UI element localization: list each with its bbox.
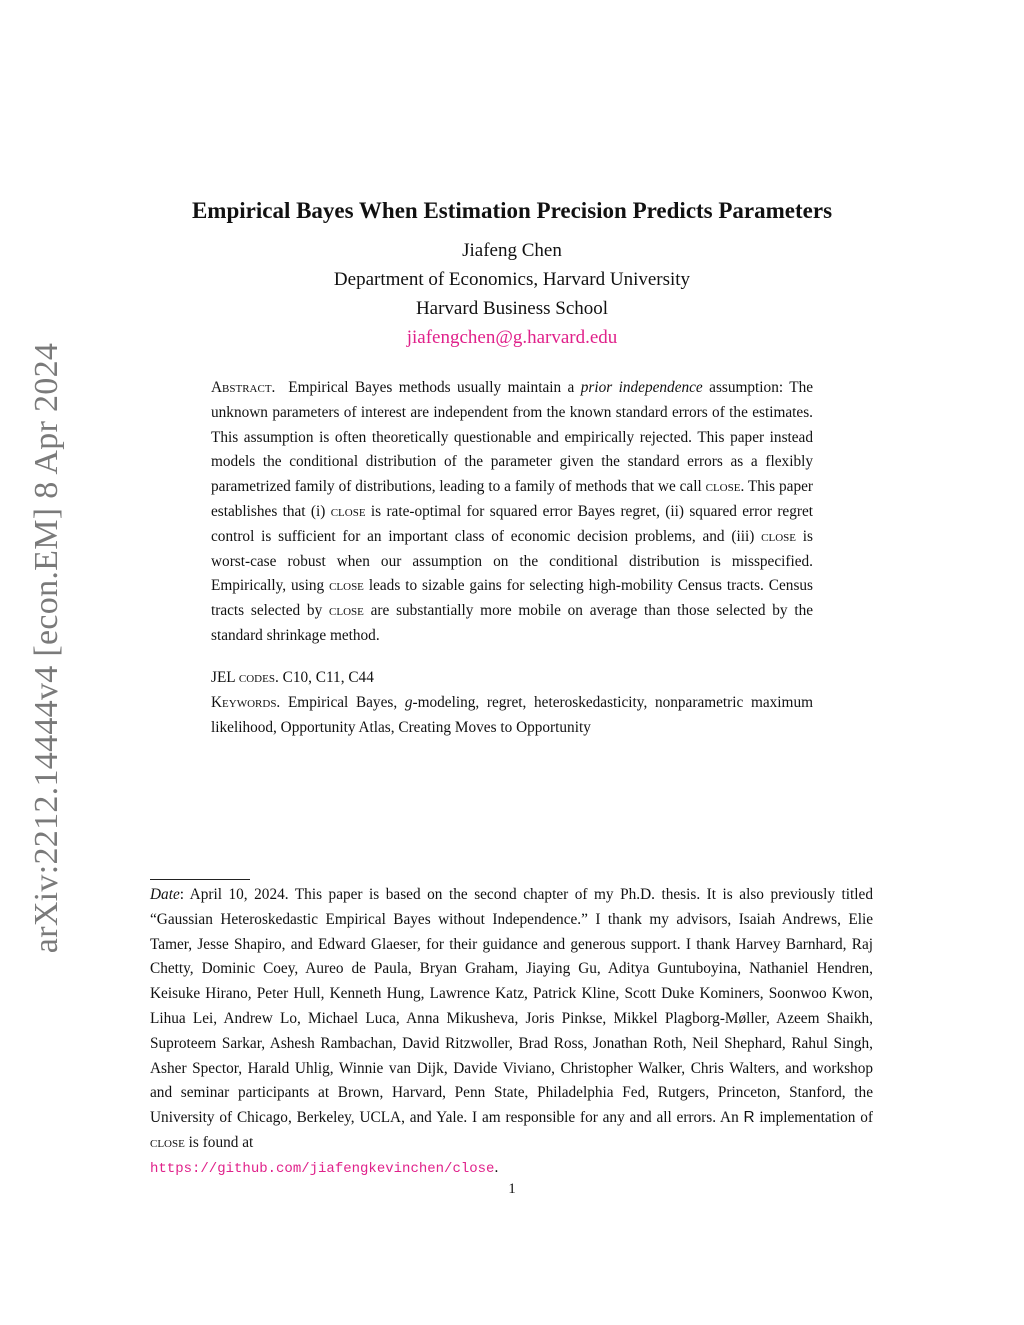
- footnote-divider: [150, 879, 250, 880]
- arxiv-sidebar-stamp: [20, 342, 74, 954]
- keywords-label: Keywords.: [211, 694, 281, 711]
- close-method-name: close: [329, 577, 364, 595]
- paper-title: Empirical Bayes When Estimation Precision Predicts Parameters: [191, 198, 833, 223]
- keywords-g-symbol: g: [404, 694, 413, 711]
- author-email-line: [0, 327, 1024, 349]
- footnote-text: implementation of: [754, 1109, 874, 1127]
- close-method-name: close: [330, 502, 366, 520]
- abstract: [211, 376, 813, 649]
- close-method-name: close: [705, 478, 741, 496]
- footnote-text: is found at: [184, 1133, 254, 1151]
- keywords-text: Empirical Bayes,: [287, 694, 405, 711]
- keywords: [211, 691, 813, 741]
- abstract-text: . This paper establishes that (i): [211, 478, 813, 520]
- abstract-text: is worst-case robust when our assumption on the conditional distribution is misspecified. Empirically, using: [211, 527, 814, 595]
- abstract-text: Empirical Bayes methods usually maintain a: [288, 379, 581, 396]
- jel-values: C10, C11, C44: [282, 669, 374, 686]
- page-number: 1: [508, 1181, 516, 1197]
- footnote-text: : April 10, 2024. This paper is based on the second chapter of my Ph.D. thesis. It is also previously titled “Gaussian Heteroskedastic Empirical Bayes without Independence.” I thank my advisors, Isaiah Andrews, Elie Tamer, Jesse Shapiro, and Edward Glaeser, for their guidance and generous support. I thank Harvey Barnhard, Raj Chetty, Dominic Coey, Aureo de Paula, Bryan Graham, Jiaying Gu, Aditya Guntuboyina, Nathaniel Hendren, Keisuke Hirano, Peter Hull, Kenneth Hung, Lawrence Katz, Patrick Kline, Scott Duke Kominers, Soonwoo Kwon, Lihua Lei, Andrew Lo, Michael Luca, Anna Mikusheva, Joris Pinkse, Mikkel Plagborg-Møller, Azeem Shaikh, Suproteem Sarkar, Ashesh Rambachan, David Ritzwoller, Brad Ross, Jonathan Roth, Neil Shephard, Rahul Singh, Asher Spector, Harald Uhlig, Winnie van Dijk, Davide Viviano, Christopher Walker, Chris Walters, and workshop and seminar participants at Brown, Harvard, Penn State, Philadelphia Fed, Rutgers, Princeton, Stanford, the University of Chicago, Berkeley, UCLA, and Yale. I am responsible for any and all errors. An: [150, 886, 873, 1127]
- footnote-text: .: [494, 1158, 499, 1176]
- abstract-text: is rate-optimal for squared error Bayes regret, (ii) squared error regret control is sufficient for an important class of economic decision problems, and (iii): [211, 502, 813, 545]
- jel-label: JEL codes.: [211, 669, 279, 686]
- close-method-name: close: [329, 602, 364, 620]
- abstract-text: leads to sizable gains for selecting high-mobility Census tracts. Census tracts selected by: [211, 577, 813, 620]
- close-method-name: close: [150, 1133, 185, 1151]
- github-link[interactable]: https://github.com/jiafengkevinchen/close: [150, 1160, 495, 1177]
- abstract-emphasis: prior independence: [580, 379, 703, 396]
- keywords-text: -modeling, regret, heteroskedasticity, nonparametric maximum likelihood, Opportunity Atlas, Creating Moves to Opportunity: [211, 694, 814, 736]
- r-language-name: R: [743, 1109, 755, 1127]
- affiliation-hbs: Harvard Business School: [415, 298, 609, 319]
- close-method-name: close: [761, 527, 796, 545]
- abstract-text: are substantially more mobile on average than those selected by the standard shrinkage method.: [211, 602, 814, 644]
- footnote: [150, 883, 873, 1182]
- author-email-link[interactable]: jiafengchen@g.harvard.edu: [406, 327, 618, 348]
- abstract-label: Abstract.: [211, 379, 276, 396]
- footnote-date-label: Date: [150, 886, 180, 903]
- abstract-text: assumption: The unknown parameters of interest are independent from the known standard errors of the estimates. This assumption is often theoretically questionable and empirically rejected. This paper instead models the conditional distribution of the parameter given the standard errors as a flexibly parametrized family of distributions, leading to a family of methods that we call: [211, 379, 814, 496]
- affiliation-economics: Department of Economics, Harvard University: [333, 269, 691, 290]
- jel-codes: [211, 666, 813, 691]
- arxiv-identifier: arXiv:2212.14444v4 [econ.EM] 8 Apr 2024: [28, 342, 66, 954]
- author-name: Jiafeng Chen: [462, 240, 562, 261]
